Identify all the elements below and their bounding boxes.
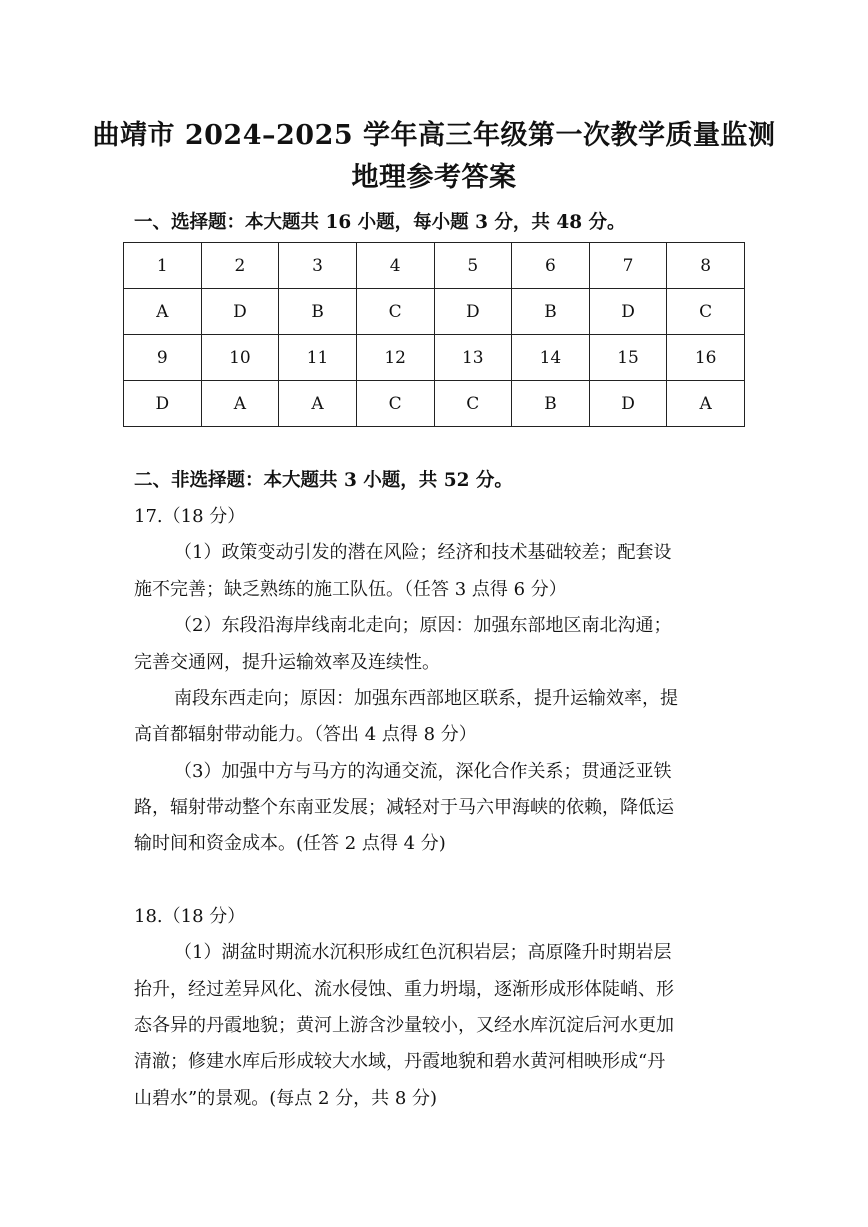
table-cell: B	[279, 289, 357, 335]
question-18-header: 18.（18 分）	[134, 906, 246, 927]
table-cell: C	[356, 289, 434, 335]
answer-line: 完善交通网，提升运输效率及连续性。	[134, 652, 440, 673]
table-cell: 5	[434, 243, 512, 289]
table-cell: B	[512, 289, 590, 335]
table-cell: A	[124, 289, 202, 335]
page-title: 曲靖市 2024–2025 学年高三年级第一次教学质量监测	[92, 120, 776, 151]
table-cell: D	[589, 289, 667, 335]
table-cell: C	[434, 381, 512, 427]
table-cell: 11	[279, 335, 357, 381]
table-cell: D	[589, 381, 667, 427]
answer-line: 施不完善；缺乏熟练的施工队伍。（任答 3 点得 6 分）	[134, 579, 567, 600]
table-cell: 10	[201, 335, 279, 381]
answer-line: 路，辐射带动整个东南亚发展；减轻对于马六甲海峡的依赖，降低运	[134, 797, 674, 818]
table-cell: 15	[589, 335, 667, 381]
table-cell: 14	[512, 335, 590, 381]
answer-line: 态各异的丹霞地貌；黄河上游含沙量较小，又经水库沉淀后河水更加	[134, 1015, 674, 1036]
table-cell: B	[512, 381, 590, 427]
table-cell: 2	[201, 243, 279, 289]
answer-line: （3）加强中方与马方的沟通交流，深化合作关系；贯通泛亚铁	[174, 761, 672, 782]
table-cell: A	[667, 381, 745, 427]
answer-line: （1）湖盆时期流水沉积形成红色沉积岩层；高原隆升时期岩层	[174, 942, 672, 963]
table-row	[124, 335, 745, 381]
table-cell: 7	[589, 243, 667, 289]
table-cell: 13	[434, 335, 512, 381]
table-cell: D	[201, 289, 279, 335]
table-cell: 1	[124, 243, 202, 289]
answer-line: 高首都辐射带动能力。（答出 4 点得 8 分）	[134, 724, 477, 745]
table-cell: 8	[667, 243, 745, 289]
answer-line: 山碧水”的景观。(每点 2 分，共 8 分)	[134, 1088, 438, 1109]
answer-line: 抬升，经过差异风化、流水侵蚀、重力坍塌，逐渐形成形体陡峭、形	[134, 979, 674, 1000]
answer-line: 南段东西走向；原因：加强东西部地区联系，提升运输效率，提	[174, 688, 678, 709]
table-row	[124, 243, 745, 289]
table-cell: 3	[279, 243, 357, 289]
answer-line: （1）政策变动引发的潜在风险；经济和技术基础较差；配套设	[174, 542, 672, 563]
table-cell: A	[201, 381, 279, 427]
table-cell: A	[279, 381, 357, 427]
question-17-header: 17.（18 分）	[134, 506, 246, 527]
table-row	[124, 289, 745, 335]
table-cell: 6	[512, 243, 590, 289]
table-cell: 16	[667, 335, 745, 381]
section-heading-choice: 一、选择题：本大题共 16 小题，每小题 3 分，共 48 分。	[134, 212, 626, 233]
table-row	[124, 381, 745, 427]
table-cell: C	[356, 381, 434, 427]
answer-table	[123, 242, 745, 427]
answer-line: 清澈；修建水库后形成较大水域，丹霞地貌和碧水黄河相映形成“丹	[134, 1051, 666, 1072]
answer-line: （2）东段沿海岸线南北走向；原因：加强东部地区南北沟通；	[174, 615, 672, 636]
answer-line: 输时间和资金成本。(任答 2 点得 4 分)	[134, 833, 446, 854]
table-cell: D	[124, 381, 202, 427]
table-cell: 12	[356, 335, 434, 381]
table-cell: C	[667, 289, 745, 335]
table-cell: D	[434, 289, 512, 335]
page-subtitle: 地理参考答案	[351, 162, 517, 193]
table-cell: 4	[356, 243, 434, 289]
table-cell: 9	[124, 335, 202, 381]
section-heading-nonchoice: 二、非选择题：本大题共 3 小题，共 52 分。	[134, 470, 513, 491]
